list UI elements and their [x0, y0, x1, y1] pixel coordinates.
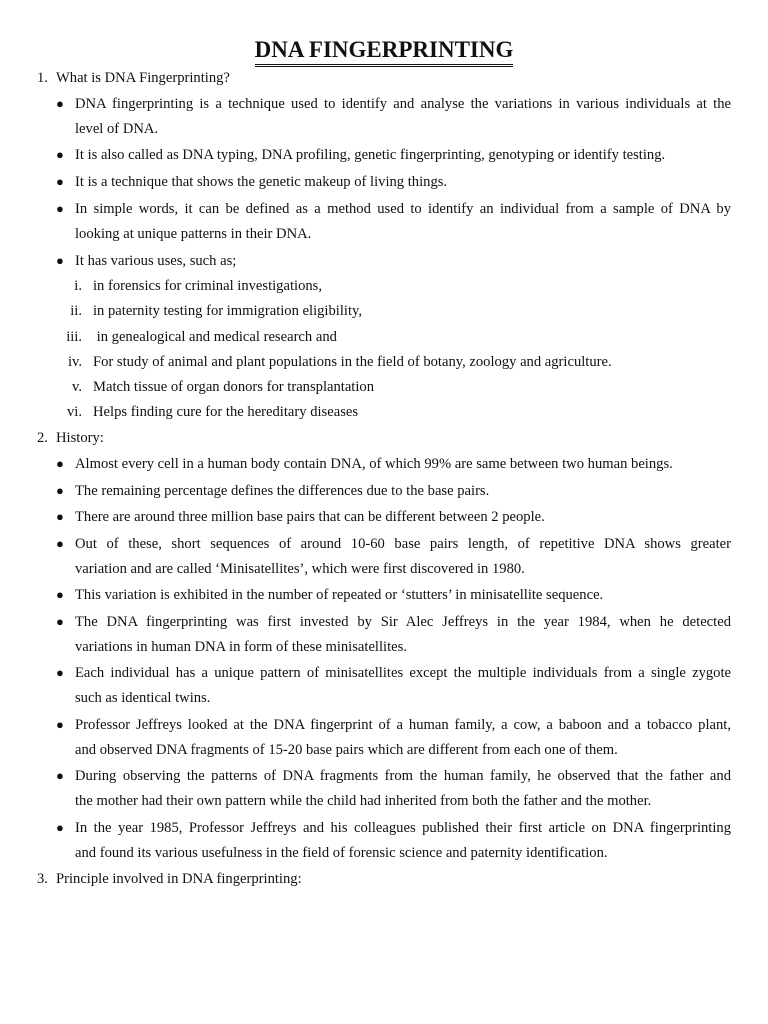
bullet-line: Out of these, short sequences of around 10-60 base pairs length, of repetitive DNA shows greater [75, 536, 731, 552]
use-item: Helps finding cure for the hereditary diseases [93, 404, 359, 420]
bullet-line: the mother had their own pattern while the child had inherited from both the father and the mother. [75, 793, 652, 809]
bullet-icon: ● [56, 147, 64, 162]
bullet-line: Each individual has a unique pattern of minisatellites except the multiple individuals from a single zygote [75, 665, 731, 681]
document-title: DNA FINGERPRINTING [0, 36, 768, 67]
bullet-icon: ● [56, 509, 64, 524]
bullet-icon: ● [56, 201, 64, 216]
roman-numeral: ii. [70, 303, 82, 319]
bullet-line: It is a technique that shows the genetic makeup of living things. [75, 174, 448, 190]
section-number: 3. [37, 871, 48, 887]
use-item: in genealogical and medical research and [93, 329, 337, 345]
use-item: Match tissue of organ donors for transplantation [93, 379, 375, 395]
bullet-line: variations in human DNA in form of these minisatellites. [75, 639, 407, 655]
bullet-line: The remaining percentage defines the differences due to the base pairs. [75, 483, 490, 499]
bullet-line: There are around three million base pairs that can be different between 2 people. [75, 509, 545, 525]
bullet-line: such as identical twins. [75, 690, 211, 706]
bullet-icon: ● [56, 536, 64, 551]
section-number: 1. [37, 70, 48, 86]
bullet-icon: ● [56, 665, 64, 680]
section-heading: Principle involved in DNA fingerprinting: [56, 871, 302, 887]
bullet-icon: ● [56, 768, 64, 783]
use-item: in forensics for criminal investigations, [93, 278, 322, 294]
bullet-line: In simple words, it can be defined as a method used to identify an individual from a sample of DNA by [75, 201, 731, 217]
bullet-line: Almost every cell in a human body contain DNA, of which 99% are same between two human beings. [75, 456, 673, 472]
bullet-line: In the year 1985, Professor Jeffreys and his colleagues published their first article on DNA fingerprinting [75, 820, 731, 836]
roman-numeral: v. [72, 379, 82, 395]
bullet-line: Professor Jeffreys looked at the DNA fingerprint of a human family, a cow, a baboon and a tobacco plant, [75, 717, 731, 733]
bullet-icon: ● [56, 174, 64, 189]
bullet-line: During observing the patterns of DNA fragments from the human family, he observed that the father and [75, 768, 731, 784]
bullet-icon: ● [56, 456, 64, 471]
section-number: 2. [37, 430, 48, 446]
bullet-line: It has various uses, such as; [75, 253, 237, 269]
bullet-line: and observed DNA fragments of 15-20 base pairs which are different from each one of them. [75, 742, 618, 758]
bullet-line: DNA fingerprinting is a technique used to identify and analyse the variations in various individuals at the [75, 96, 731, 112]
bullet-line: level of DNA. [75, 121, 159, 137]
bullet-icon: ● [56, 820, 64, 835]
bullet-icon: ● [56, 96, 64, 111]
bullet-line: This variation is exhibited in the number of repeated or ‘stutters’ in minisatellite sequence. [75, 587, 604, 603]
roman-numeral: iv. [67, 354, 82, 370]
bullet-icon: ● [56, 483, 64, 498]
roman-numeral: i. [74, 278, 82, 294]
roman-numeral: iii. [66, 329, 82, 345]
bullet-line: and found its various usefulness in the field of forensic science and paternity identification. [75, 845, 608, 861]
bullet-icon: ● [56, 614, 64, 629]
bullet-icon: ● [56, 717, 64, 732]
use-item: in paternity testing for immigration eligibility, [93, 303, 362, 319]
bullet-line: looking at unique patterns in their DNA. [75, 226, 312, 242]
section-heading: What is DNA Fingerprinting? [56, 70, 230, 86]
bullet-line: It is also called as DNA typing, DNA profiling, genetic fingerprinting, genotyping or identify testing. [75, 147, 666, 163]
bullet-icon: ● [56, 587, 64, 602]
section-heading: History: [56, 430, 104, 446]
bullet-line: variation and are called ‘Minisatellites’, which were first discovered in 1980. [75, 561, 525, 577]
use-item: For study of animal and plant populations in the field of botany, zoology and agriculture. [93, 354, 612, 370]
bullet-line: The DNA fingerprinting was first invested by Sir Alec Jeffreys in the year 1984, when he detected [75, 614, 731, 630]
bullet-icon: ● [56, 253, 64, 268]
roman-numeral: vi. [67, 404, 82, 420]
